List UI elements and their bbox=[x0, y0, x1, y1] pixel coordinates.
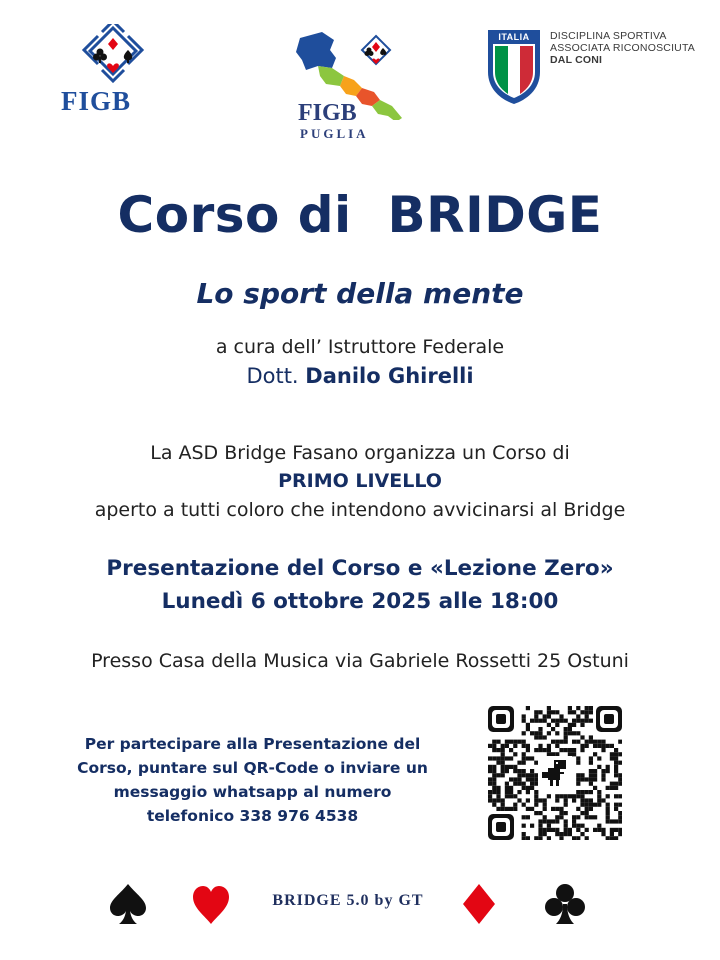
heart-icon bbox=[189, 880, 233, 928]
diamond-icon bbox=[457, 880, 501, 928]
page-subtitle: Lo sport della mente bbox=[196, 277, 524, 310]
qr-code[interactable] bbox=[488, 706, 622, 840]
description-level: PRIMO LIVELLO bbox=[278, 470, 442, 492]
figb-logo bbox=[58, 24, 168, 120]
contact-line4: telefonico 338 976 4538 bbox=[146, 807, 359, 825]
coni-badge bbox=[486, 28, 716, 108]
footer-brand: BRIDGE 5.0 by GT bbox=[272, 892, 424, 909]
coni-text-line1: DISCIPLINA SPORTIVA bbox=[550, 30, 667, 42]
club-icon bbox=[543, 880, 587, 928]
coni-shield-label: ITALIA bbox=[498, 32, 530, 42]
contact-line1: Per partecipare alla Presentazione del bbox=[84, 735, 421, 753]
coni-text-line3: DAL CONI bbox=[550, 54, 603, 66]
puglia-label: PUGLIA bbox=[300, 126, 369, 141]
event-title: Presentazione del Corso e «Lezione Zero» bbox=[106, 556, 614, 581]
figb-emblem-icon bbox=[58, 24, 168, 94]
coni-text-line2: ASSOCIATA RICONOSCIUTA bbox=[550, 42, 696, 54]
venue: Presso Casa della Musica via Gabriele Rossetti 25 Ostuni bbox=[91, 650, 629, 672]
contact-line3: messaggio whatsapp al numero bbox=[113, 783, 392, 801]
page-title: Corso di BRIDGE bbox=[117, 186, 603, 244]
description-line3: aperto a tutti coloro che intendono avvicinarsi al Bridge bbox=[94, 499, 626, 521]
figb-puglia-logo bbox=[292, 30, 412, 142]
curator-name-line bbox=[0, 364, 720, 388]
description-line1: La ASD Bridge Fasano organizza un Corso di bbox=[150, 442, 570, 464]
event-date: Lunedì 6 ottobre 2025 alle 18:00 bbox=[161, 589, 559, 614]
contact-info bbox=[60, 732, 445, 828]
curator-prefix: Dott. bbox=[246, 364, 306, 388]
coni-text bbox=[550, 30, 695, 66]
figb-puglia-wordmark: FIGB bbox=[298, 100, 357, 126]
qr-code-icon bbox=[488, 706, 622, 840]
curator-name: Danilo Ghirelli bbox=[305, 364, 474, 388]
curator-line: a cura dell’ Istruttore Federale bbox=[215, 336, 505, 358]
figb-wordmark: FIGB bbox=[61, 86, 132, 116]
contact-line2: Corso, puntare sul QR-Code o inviare un bbox=[77, 759, 428, 777]
spade-icon bbox=[106, 880, 150, 928]
